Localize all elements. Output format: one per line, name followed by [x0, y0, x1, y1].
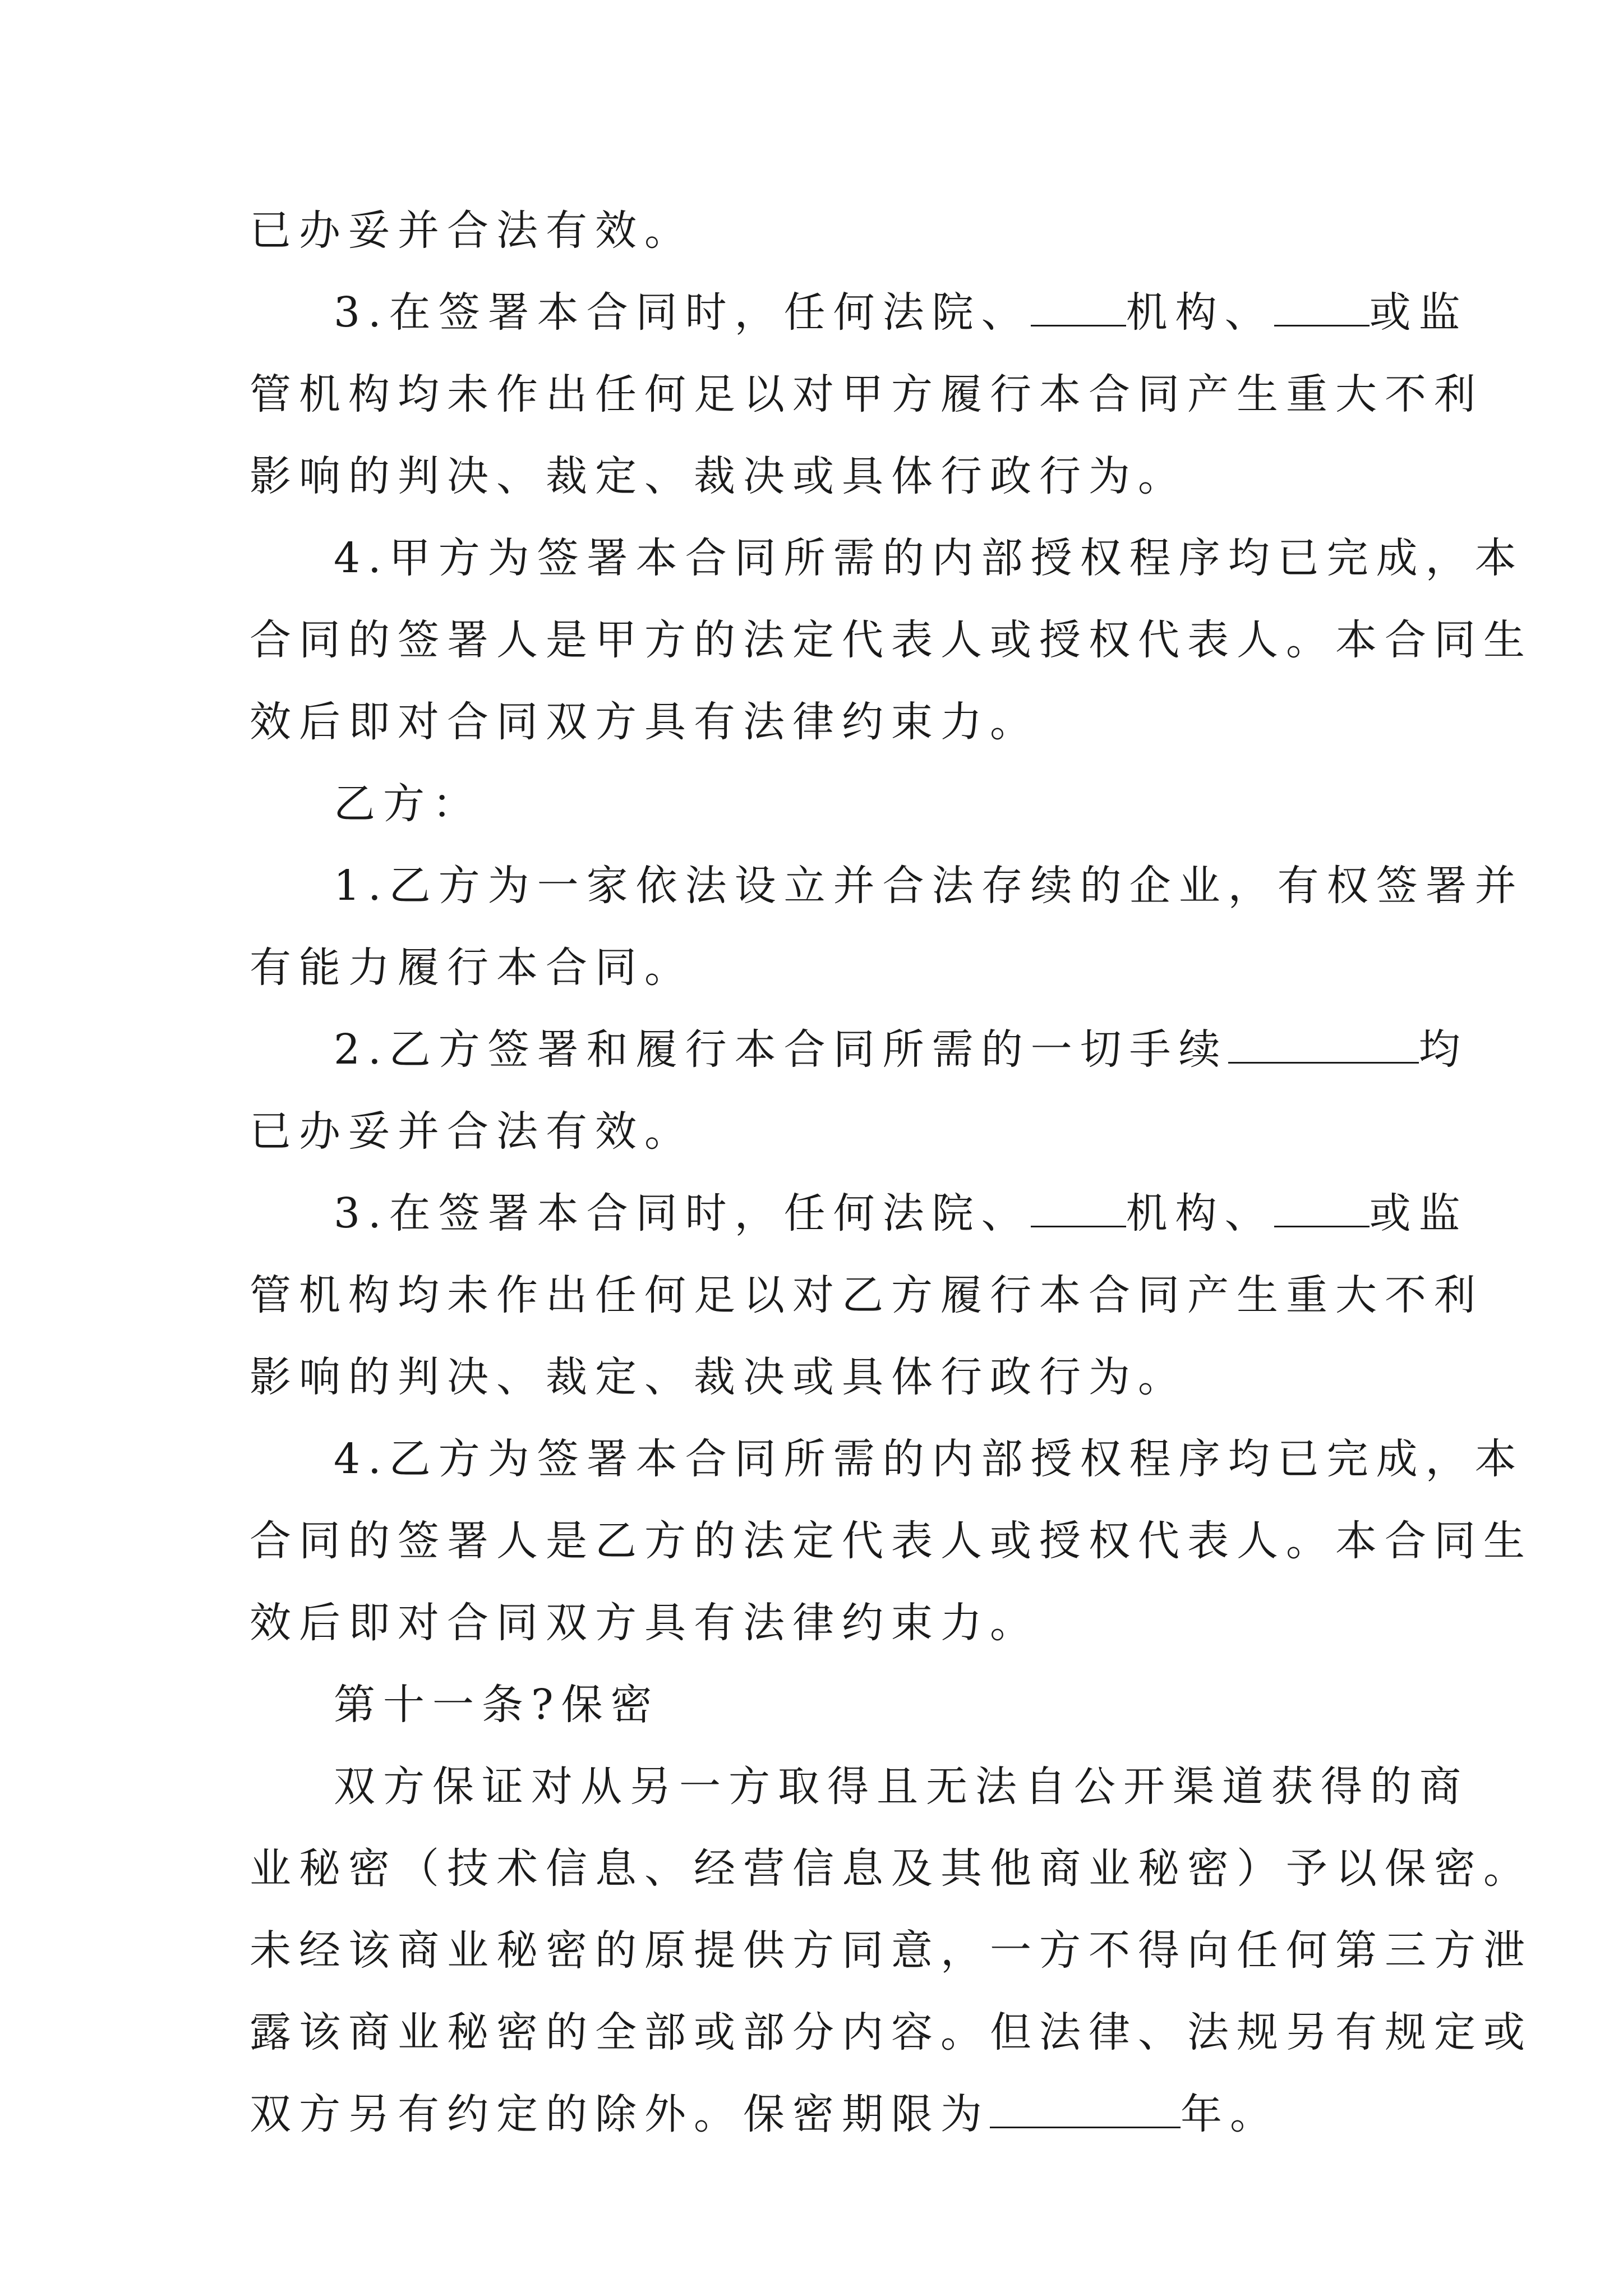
text-segment: 均 — [1418, 1025, 1468, 1074]
text-line — [250, 190, 1416, 272]
fill-in-blank[interactable] — [1228, 1023, 1419, 1064]
text-segment: 4.乙方为签署本合同所需的内部授权程序均已完成，本 — [334, 1435, 1524, 1483]
text-segment: 或监 — [1369, 1189, 1468, 1237]
text-segment: 4.甲方为签署本合同所需的内部授权程序均已完成，本 — [334, 534, 1524, 582]
text-segment: 效后即对合同双方具有法律约束力。 — [250, 698, 1039, 746]
text-segment: 业秘密（技术信息、经营信息及其他商业秘密）予以保密。 — [250, 1844, 1533, 1893]
text-line — [250, 1746, 1469, 1828]
text-line — [250, 1172, 1468, 1254]
text-segment: 2.乙方签署和履行本合同所需的一切手续 — [334, 1025, 1228, 1074]
text-segment: 管机构均未作出任何足以对甲方履行本合同产生重大不利 — [250, 370, 1483, 418]
text-segment: 年。 — [1181, 2090, 1279, 2138]
text-segment: 未经该商业秘密的原提供方同意，一方不得向任何第三方泄 — [250, 1926, 1533, 1975]
text-segment: 第十一条?保密 — [334, 1681, 660, 1729]
text-segment: 机构、 — [1126, 288, 1274, 337]
text-segment: 有能力履行本合同。 — [250, 944, 694, 992]
text-segment: 或监 — [1369, 288, 1468, 337]
text-segment: 3.在签署本合同时，任何法院、 — [334, 288, 1031, 337]
text-segment: 影响的判决、裁定、裁决或具体行政行为。 — [250, 452, 1187, 500]
text-segment: 管机构均未作出任何足以对乙方履行本合同产生重大不利 — [250, 1271, 1483, 1319]
fill-in-blank[interactable] — [1274, 1186, 1370, 1227]
text-segment: 3.在签署本合同时，任何法院、 — [334, 1189, 1031, 1237]
text-line — [250, 272, 1468, 353]
text-segment: 影响的判决、裁定、裁决或具体行政行为。 — [250, 1353, 1187, 1401]
text-line — [250, 1828, 1533, 1910]
text-segment: 双方另有约定的除外。保密期限为 — [250, 2090, 990, 2138]
text-line — [250, 1418, 1524, 1500]
text-line — [250, 435, 1416, 517]
text-line — [250, 681, 1416, 763]
text-segment: 效后即对合同双方具有法律约束力。 — [250, 1599, 1039, 1647]
text-line — [250, 1910, 1533, 1991]
text-line — [250, 1991, 1533, 2073]
text-segment: 机构、 — [1126, 1189, 1274, 1237]
fill-in-blank[interactable] — [1031, 1186, 1126, 1227]
text-line — [250, 1091, 1416, 1172]
text-segment: 已办妥并合法有效。 — [250, 206, 694, 255]
text-line — [250, 353, 1483, 435]
text-line — [250, 927, 1416, 1009]
fill-in-blank[interactable] — [1274, 286, 1370, 326]
fill-in-blank[interactable] — [990, 2087, 1181, 2128]
text-line — [250, 517, 1524, 599]
text-line — [250, 599, 1533, 681]
text-segment: 已办妥并合法有效。 — [250, 1107, 694, 1156]
text-segment: 合同的签署人是乙方的法定代表人或授权代表人。本合同生 — [250, 1517, 1533, 1565]
text-segment: 露该商业秘密的全部或部分内容。但法律、法规另有规定或 — [250, 2008, 1533, 2056]
article-heading — [250, 1664, 1416, 1746]
text-line — [250, 845, 1524, 927]
text-line — [250, 1500, 1533, 1582]
fill-in-blank[interactable] — [1031, 286, 1126, 326]
text-line — [250, 2073, 1416, 2155]
text-segment: 乙方： — [334, 780, 482, 828]
section-label-party-b — [250, 763, 1416, 845]
text-segment: 合同的签署人是甲方的法定代表人或授权代表人。本合同生 — [250, 616, 1533, 664]
contract-body-text — [250, 190, 1533, 2155]
text-segment: 双方保证对从另一方取得且无法自公开渠道获得的商 — [334, 1763, 1469, 1811]
text-segment: 1.乙方为一家依法设立并合法存续的企业，有权签署并 — [334, 862, 1524, 910]
text-line — [250, 1582, 1416, 1664]
text-line — [250, 1254, 1483, 1336]
text-line — [250, 1009, 1468, 1091]
text-line — [250, 1336, 1416, 1418]
